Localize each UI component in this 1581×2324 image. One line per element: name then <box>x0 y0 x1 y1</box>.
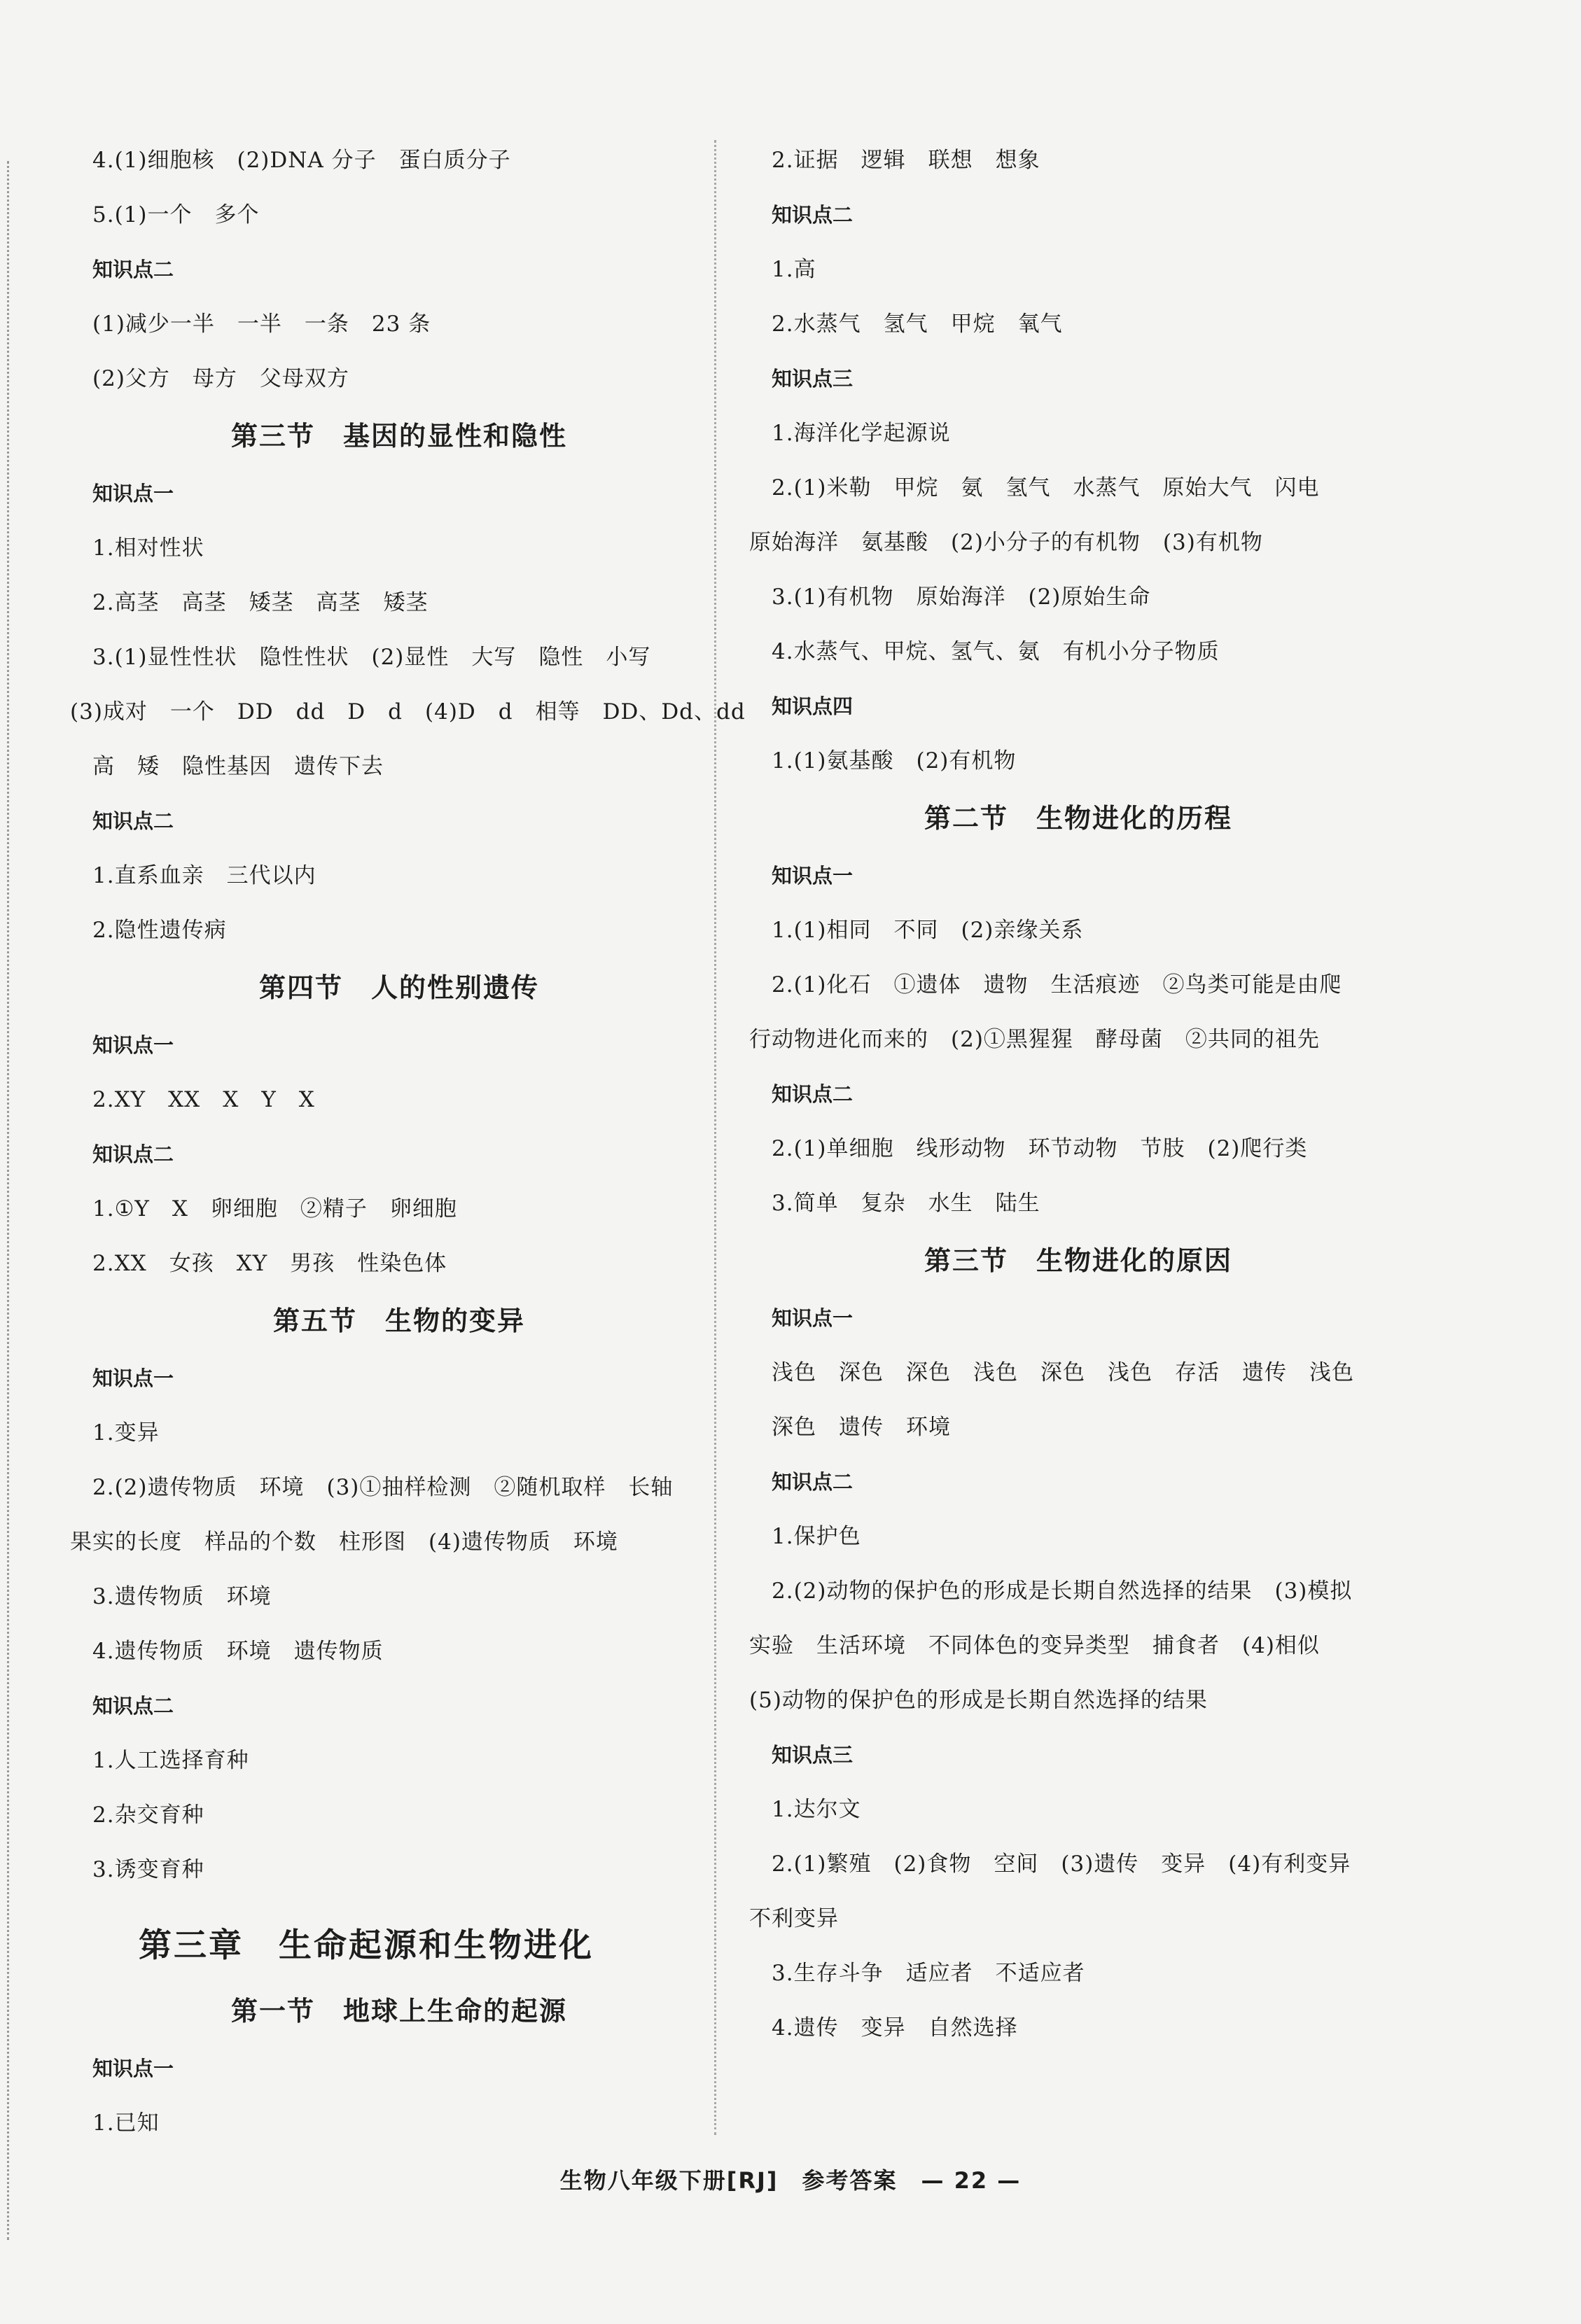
knowledge-point-heading: 知识点一 <box>92 2057 174 2080</box>
answer-line: 2.(1)米勒 甲烷 氨 氢气 水蒸气 原始大气 闪电 <box>772 475 1320 500</box>
answer-line: 4.遗传 变异 自然选择 <box>772 2015 1018 2040</box>
answer-line: 1.海洋化学起源说 <box>772 421 951 446</box>
answer-line: 1.达尔文 <box>772 1797 861 1822</box>
answer-line: 2.水蒸气 氢气 甲烷 氧气 <box>772 312 1063 337</box>
answer-line-continued: 实验 生活环境 不同体色的变异类型 捕食者 (4)相似 <box>749 1633 1320 1658</box>
answer-line: 1.相对性状 <box>92 536 204 561</box>
answer-line: 1.人工选择育种 <box>92 1748 249 1773</box>
knowledge-point-heading: 知识点二 <box>92 809 174 833</box>
knowledge-point-heading: 知识点二 <box>92 258 174 281</box>
answer-line: 1.①Y X 卵细胞 ②精子 卵细胞 <box>92 1196 457 1222</box>
left-column <box>70 133 746 2150</box>
answer-line: 2.XY XX X Y X <box>92 1087 315 1112</box>
knowledge-point-heading: 知识点三 <box>772 1743 854 1767</box>
answer-line: (1)减少一半 一半 一条 23 条 <box>92 312 431 337</box>
answer-line: 1.已知 <box>92 2110 160 2136</box>
knowledge-point-heading: 知识点一 <box>772 1306 854 1330</box>
answer-line-continued: (3)成对 一个 DD dd D d (4)D d 相等 DD、Dd、dd <box>70 699 746 724</box>
knowledge-point-heading: 知识点二 <box>772 1470 854 1494</box>
answer-line: 3.诱变育种 <box>92 1857 204 1882</box>
answer-line: (2)父方 母方 父母双方 <box>92 366 349 391</box>
knowledge-point-heading: 知识点一 <box>92 1033 174 1057</box>
answer-line: 1.(1)相同 不同 (2)亲缘关系 <box>772 918 1084 943</box>
knowledge-point-heading: 知识点三 <box>772 367 854 391</box>
answer-line: 2.隐性遗传病 <box>92 918 227 943</box>
answer-line: 2.高茎 高茎 矮茎 高茎 矮茎 <box>92 590 429 615</box>
answer-line: 2.XX 女孩 XY 男孩 性染色体 <box>92 1251 447 1276</box>
page-footer: 生物八年级下册[RJ] 参考答案 — 22 — <box>559 2167 1022 2194</box>
answer-line-continued: 深色 遗传 环境 <box>749 1415 951 1440</box>
answer-line: 2.(2)遗传物质 环境 (3)①抽样检测 ②随机取样 长轴 <box>92 1475 674 1500</box>
knowledge-point-heading: 知识点二 <box>92 1694 174 1718</box>
answer-line: 2.(1)繁殖 (2)食物 空间 (3)遗传 变异 (4)有利变异 <box>772 1851 1351 1877</box>
answer-line: 3.生存斗争 适应者 不适应者 <box>772 1961 1085 1986</box>
answer-line: 4.水蒸气、甲烷、氢气、氨 有机小分子物质 <box>772 639 1220 664</box>
knowledge-point-heading: 知识点四 <box>772 694 854 718</box>
right-column <box>749 133 1407 2055</box>
answer-line: 3.遗传物质 环境 <box>92 1584 272 1609</box>
answer-line-continued: 果实的长度 样品的个数 柱形图 (4)遗传物质 环境 <box>70 1530 618 1555</box>
answer-line: 2.(1)化石 ①遗体 遗物 生活痕迹 ②鸟类可能是由爬 <box>772 972 1342 997</box>
answer-line: 2.(1)单细胞 线形动物 环节动物 节肢 (2)爬行类 <box>772 1136 1308 1161</box>
answer-line: 5.(1)一个 多个 <box>92 202 260 227</box>
knowledge-point-heading: 知识点一 <box>772 864 854 888</box>
section-title: 第二节 生物进化的历程 <box>924 803 1232 834</box>
section-title: 第三节 基因的显性和隐性 <box>230 421 567 451</box>
knowledge-point-heading: 知识点二 <box>772 203 854 227</box>
answer-line: 2.(2)动物的保护色的形成是长期自然选择的结果 (3)模拟 <box>772 1578 1353 1604</box>
answer-line-continued: 原始海洋 氨基酸 (2)小分子的有机物 (3)有机物 <box>749 530 1263 555</box>
answer-line: 4.(1)细胞核 (2)DNA 分子 蛋白质分子 <box>92 148 511 173</box>
knowledge-point-heading: 知识点二 <box>772 1082 854 1106</box>
answer-line: 3.(1)显性性状 隐性性状 (2)显性 大写 隐性 小写 <box>92 645 651 670</box>
answer-line-continued: 不利变异 <box>749 1906 839 1931</box>
answer-line: 1.变异 <box>92 1420 160 1446</box>
section-title: 第四节 人的性别遗传 <box>258 972 539 1003</box>
answer-line-continued: 行动物进化而来的 (2)①黑猩猩 酵母菌 ②共同的祖先 <box>749 1027 1320 1052</box>
knowledge-point-heading: 知识点二 <box>92 1142 174 1166</box>
page-edge-dots <box>7 161 9 2240</box>
answer-line: 1.(1)氨基酸 (2)有机物 <box>772 748 1017 774</box>
answer-line-continued: (5)动物的保护色的形成是长期自然选择的结果 <box>749 1688 1208 1713</box>
answer-line: 1.高 <box>772 257 816 282</box>
knowledge-point-heading: 知识点一 <box>92 482 174 505</box>
knowledge-point-heading: 知识点一 <box>92 1366 174 1390</box>
section-title: 第五节 生物的变异 <box>272 1306 525 1336</box>
answer-line-continued: 高 矮 隐性基因 遗传下去 <box>70 754 384 779</box>
answer-line: 3.简单 复杂 水生 陆生 <box>772 1191 1040 1216</box>
answer-line: 3.(1)有机物 原始海洋 (2)原始生命 <box>772 584 1151 610</box>
section-title: 第一节 地球上生命的起源 <box>230 1996 567 2026</box>
chapter-title: 第三章 生命起源和生物进化 <box>139 1926 594 1965</box>
answer-line: 1.保护色 <box>772 1524 861 1549</box>
section-title: 第三节 生物进化的原因 <box>924 1245 1232 1276</box>
answer-line: 1.直系血亲 三代以内 <box>92 863 316 888</box>
answer-line: 2.证据 逻辑 联想 想象 <box>772 148 1040 173</box>
answer-line: 2.杂交育种 <box>92 1802 204 1828</box>
answer-line: 4.遗传物质 环境 遗传物质 <box>92 1639 384 1664</box>
answer-line: 浅色 深色 深色 浅色 深色 浅色 存活 遗传 浅色 <box>772 1360 1354 1385</box>
